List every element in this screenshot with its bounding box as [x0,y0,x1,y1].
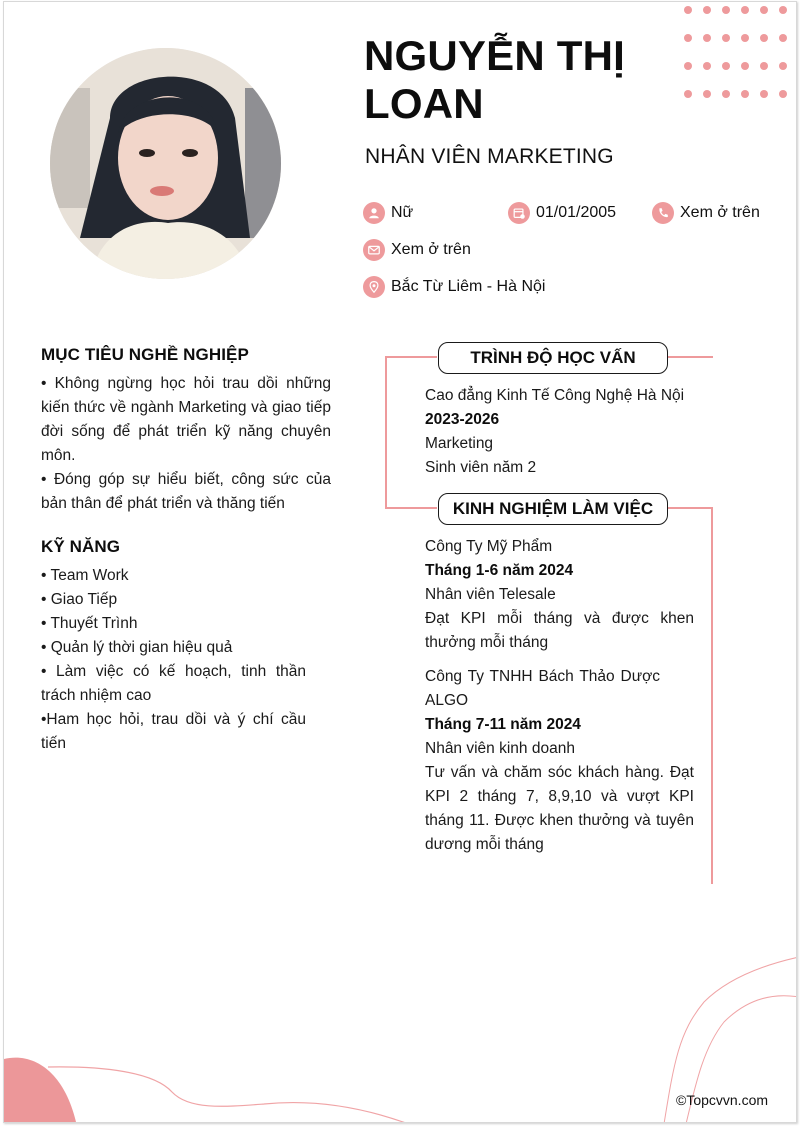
contact-email [363,239,471,261]
experience-title-box [438,493,668,525]
address-value: Bắc Từ Liêm - Hà Nội [391,278,546,295]
education-title-box [438,342,668,374]
candidate-name [364,32,625,128]
job-position: Nhân viên kinh doanh [425,740,575,757]
copyright-footer: ©Topcvvn.com [676,1092,769,1108]
job-period: Tháng 1-6 năm 2024 [425,562,574,579]
portrait-image [50,48,281,279]
decorative-dot [703,34,711,42]
objective-title: MỤC TIÊU NGHỀ NGHIỆP [41,345,249,364]
name-line-1: NGUYỄN THỊ [364,32,626,79]
decorative-dots [684,6,794,106]
decorative-dot [741,6,749,14]
decorative-dot [703,62,711,70]
job-title: NHÂN VIÊN MARKETING [365,145,614,168]
skill-item: • Giao Tiếp [41,591,118,608]
experience-title: KINH NGHIỆM LÀM VIỆC [452,499,654,518]
experience-connector-left [385,507,437,509]
contact-gender [363,202,413,224]
decorative-dot [722,6,730,14]
decorative-dot [703,6,711,14]
decorative-dot [722,34,730,42]
decorative-dot [760,34,768,42]
mail-icon [363,239,385,261]
experience-job-1 [425,535,694,655]
decorative-dot [684,62,692,70]
job-period: Tháng 7-11 năm 2024 [425,716,581,733]
skill-item: • Quản lý thời gian hiệu quả [41,639,233,656]
skill-item: • Team Work [41,567,129,584]
education-school: Cao đẳng Kinh Tế Công Nghệ Hà Nội [425,387,685,404]
birthday-value: 01/01/2005 [536,204,617,221]
skills-list [41,564,306,756]
name-line-2: LOAN [364,80,484,127]
decorative-dot [779,62,787,70]
objective-item: • Không ngừng học hỏi trau dồi những kiến thức về ngành Marketing và giao tiếp đời sống để phát triển kỹ năng chuyên môn. [41,375,331,464]
contact-birthday [508,202,616,224]
education-connector-right [665,356,713,358]
decorative-dot [741,62,749,70]
decorative-dot [779,6,787,14]
decorative-dot [760,62,768,70]
education-period: 2023-2026 [425,411,500,428]
job-description: Tư vấn và chăm sóc khách hàng. Đạt KPI 2 tháng 7, 8,9,10 và vượt KPI tháng 11. Được khen thưởng và tuyên dương mỗi tháng [425,764,694,853]
cv-page [3,1,797,1123]
decorative-dot [741,34,749,42]
timeline-line-right [711,507,713,884]
skills-title: KỸ NĂNG [41,537,121,556]
objective-content [41,372,331,516]
location-icon [363,276,385,298]
skill-item: • Thuyết Trình [41,615,138,632]
skill-item: • Làm việc có kế hoạch, tinh thần trách nhiệm cao [41,663,306,704]
education-title: TRÌNH ĐỘ HỌC VẤN [470,348,636,367]
job-position: Nhân viên Telesale [425,586,556,603]
decorative-dot [760,90,768,98]
contact-phone [652,202,760,224]
education-connector-left [385,356,437,358]
user-icon [363,202,385,224]
education-content [425,384,695,480]
decorative-dot [760,6,768,14]
skill-item: •Ham học hỏi, trau dồi và ý chí cầu tiến [41,711,306,752]
decorative-dot [703,90,711,98]
phone-value: Xem ở trên [680,204,760,221]
decorative-dot [779,90,787,98]
gender-value: Nữ [391,204,414,221]
phone-icon [652,202,674,224]
timeline-line-left [385,356,387,509]
experience-connector-right [665,507,713,509]
job-company: Công Ty Mỹ Phẩm [425,538,553,555]
contact-address [363,276,545,298]
job-company: Công Ty TNHH Bách Thảo Dược ALGO [425,668,660,709]
decorative-dot [722,90,730,98]
decorative-dot [684,34,692,42]
email-value: Xem ở trên [391,241,471,258]
calendar-icon [508,202,530,224]
decorative-dot [779,34,787,42]
decorative-dot [722,62,730,70]
job-description: Đạt KPI mỗi tháng và được khen thưởng mỗi tháng [425,610,694,651]
education-major: Marketing [425,435,494,452]
decorative-dot [684,6,692,14]
avatar-photo [50,48,281,279]
objective-item: • Đóng góp sự hiểu biết, công sức của bản thân để phát triển và thăng tiến [41,471,331,512]
decorative-dot [741,90,749,98]
experience-job-2 [425,665,694,857]
decorative-dot [684,90,692,98]
education-note: Sinh viên năm 2 [425,459,537,476]
